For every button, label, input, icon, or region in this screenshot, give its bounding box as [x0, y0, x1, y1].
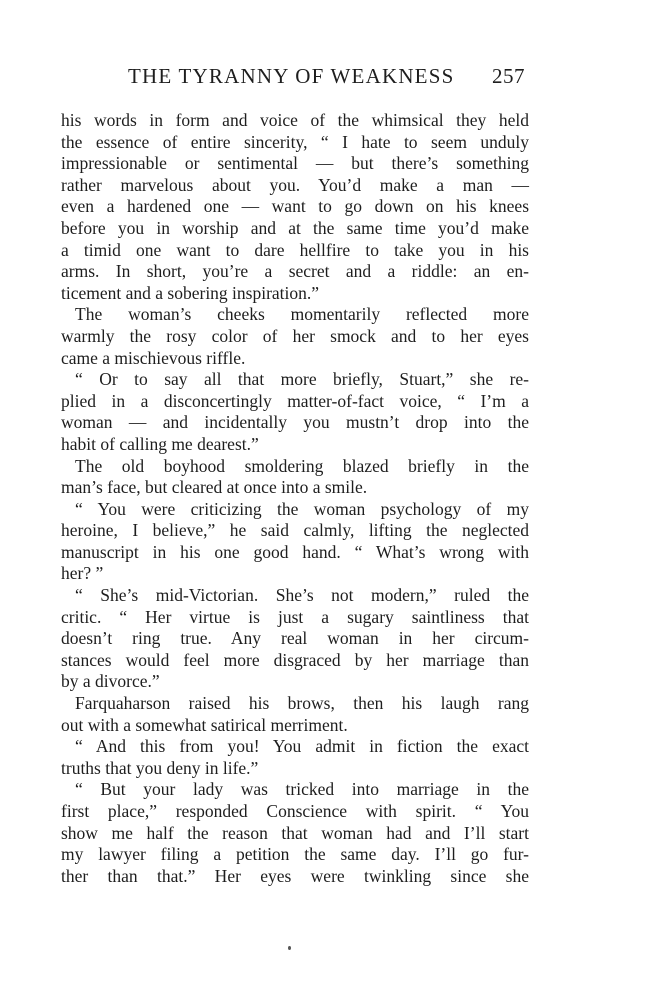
text-line: rather marvelous about you. You’d make a man — [61, 174, 529, 195]
text-line: ther than that.” Her eyes were twinkling since she [61, 865, 529, 886]
text-line: truths that you deny in life.” [61, 757, 259, 778]
text-line: manuscript in his one good hand. “ What’s wrong with [61, 541, 529, 562]
text-line: man’s face, but cleared at once into a smile. [61, 477, 368, 498]
text-line: out with a somewhat satirical merriment. [61, 714, 348, 735]
text-line: heroine, I believe,” he said calmly, lifting the neglected [61, 520, 529, 541]
text-line: doesn’t ring true. Any real woman in her circum- [61, 628, 529, 649]
text-line: my lawyer filing a petition the same day. I’ll go fur- [61, 844, 529, 865]
text-line: “ But your lady was tricked into marriage in the [75, 779, 529, 800]
text-line: plied in a disconcertingly matter-of-fact voice, “ I’m a [61, 390, 529, 411]
text-line: impressionable or sentimental — but there’s something [61, 153, 529, 174]
text-line: warmly the rosy color of her smock and to her eyes [61, 325, 529, 346]
text-line: his words in form and voice of the whimsical they held [61, 110, 529, 130]
text-line: woman — and incidentally you mustn’t drop into the [61, 412, 529, 433]
text-line: first place,” responded Conscience with spirit. “ You [61, 801, 529, 821]
text-line: show me half the reason that woman had and I’ll start [61, 822, 529, 843]
running-head [0, 64, 664, 94]
text-line: arms. In short, you’re a secret and a riddle: an en- [61, 261, 529, 282]
text-line: “ You were criticizing the woman psychology of my [75, 498, 529, 519]
print-speck [288, 946, 291, 950]
text-line: Farquaharson raised his brows, then his laugh rang [75, 693, 529, 714]
text-line: “ She’s mid-Victorian. She’s not modern,” ruled the [75, 585, 529, 606]
running-title: THE TYRANNY OF WEAKNESS [128, 64, 455, 88]
text-line: habit of calling me dearest.” [61, 433, 259, 454]
body-text [61, 110, 529, 887]
text-line: by a divorce.” [61, 671, 160, 692]
text-line: The woman’s cheeks momentarily reflected more [75, 304, 529, 325]
text-line: “ And this from you! You admit in fiction the exact [75, 736, 529, 757]
text-line: before you in worship and at the same time you’d make [61, 217, 529, 238]
text-line: “ Or to say all that more briefly, Stuart,” she re- [75, 369, 529, 390]
text-line: her? ” [61, 563, 104, 584]
text-line: stances would feel more disgraced by her marriage than [61, 649, 529, 670]
page-number: 257 [492, 64, 525, 88]
text-line: critic. “ Her virtue is just a sugary saintliness that [61, 606, 529, 627]
text-line: a timid one want to dare hellfire to take you in his [61, 239, 529, 260]
text-line: came a mischievous riffle. [61, 347, 246, 368]
text-line: the essence of entire sincerity, “ I hate to seem unduly [61, 131, 529, 152]
text-line: even a hardened one — want to go down on his knees [61, 196, 529, 217]
text-line: ticement and a sobering inspiration.” [61, 282, 320, 303]
text-line: The old boyhood smoldering blazed briefly in the [75, 455, 529, 476]
